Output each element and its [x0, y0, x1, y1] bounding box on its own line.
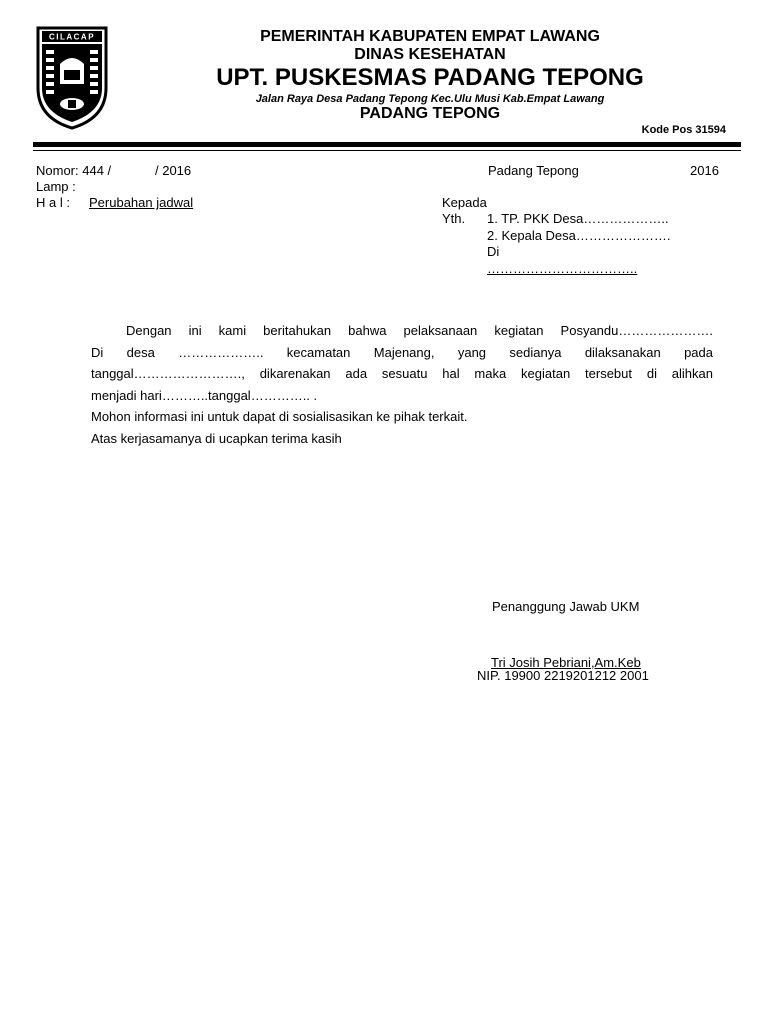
recipient-item-1: 1. TP. PKK Desa………………..	[487, 211, 669, 226]
body-line-2: Di desa ……………….. kecamatan Majenang, yang sedianya dilaksanakan pada	[91, 344, 713, 360]
recipient-di: Di	[487, 244, 500, 259]
postal-code: Kode Pos 31594	[641, 124, 726, 136]
header-department-name: DINAS KESEHATAN	[354, 46, 506, 63]
body-line-6: Atas kerjasamanya di ucapkan terima kasih	[91, 430, 342, 446]
nomor-label: Nomor: 444 /	[36, 163, 112, 178]
logo-text: CILACAP	[48, 32, 96, 42]
signature-nip: NIP. 19900 2219201212 2001	[477, 668, 649, 683]
signature-name: Tri Josih Pebriani,Am.Keb	[491, 655, 641, 670]
header-address: Jalan Raya Desa Padang Tepong Kec.Ulu Musi Kab.Empat Lawang	[255, 93, 605, 105]
header-location: PADANG TEPONG	[359, 105, 501, 122]
header-puskesmas-name: UPT. PUSKESMAS PADANG TEPONG	[216, 64, 644, 91]
nomor-year: / 2016	[155, 163, 192, 178]
letter-body	[91, 320, 713, 449]
body-line-1: Dengan ini kami beritahukan bahwa pelaksanaan kegiatan Posyandu………………….	[126, 323, 713, 338]
hal-value: Perubahan jadwal	[89, 195, 194, 210]
recipient-item-2: 2. Kepala Desa………………….	[487, 228, 671, 243]
letter-place: Padang Tepong	[488, 163, 579, 178]
body-line-3: tanggal……………………., dikarenakan ada sesuatu hal maka kegiatan tersebut di alihkan	[91, 366, 713, 381]
header-government-name: PEMERINTAH KABUPATEN EMPAT LAWANG	[260, 28, 600, 45]
body-line-4: menjadi hari………..tanggal………….. .	[91, 387, 318, 403]
letter-year: 2016	[690, 163, 719, 178]
yth-label: Yth.	[442, 211, 466, 226]
kepada-label: Kepada	[442, 195, 487, 210]
signature-role: Penanggung Jawab UKM	[492, 599, 640, 614]
header-divider-thick	[33, 142, 741, 147]
lamp-label: Lamp :	[36, 179, 76, 194]
body-line-5: Mohon informasi ini untuk dapat di sosialisasikan ke pihak terkait.	[91, 409, 468, 424]
hal-label: H a l :	[36, 195, 70, 210]
recipient-address-dots: ……………………………..	[487, 261, 638, 276]
header-divider-thin	[33, 150, 741, 151]
